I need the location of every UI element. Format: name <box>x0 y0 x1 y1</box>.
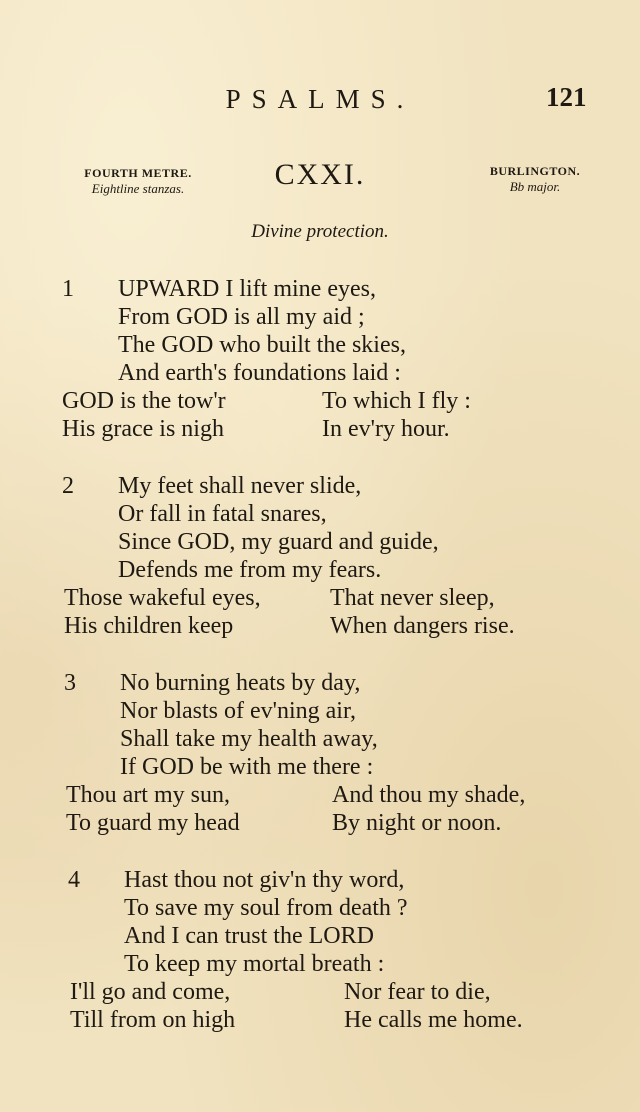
running-title: PSALMS. <box>225 84 415 114</box>
verse-line: To keep my mortal breath : <box>124 951 385 977</box>
couplet-left: Those wakeful eyes, <box>64 585 261 611</box>
verse-line: Nor blasts of ev'ning air, <box>120 698 356 724</box>
metre-detail: Eightline stanzas. <box>91 181 185 196</box>
couplet-left: Till from on high <box>70 1007 236 1033</box>
verse-line: And I can trust the LORD <box>124 923 374 949</box>
couplet-right: When dangers rise. <box>330 613 515 639</box>
couplet-left: His grace is nigh <box>62 416 224 442</box>
stanza-number: 1 <box>62 276 74 302</box>
verse-line: UPWARD I lift mine eyes, <box>118 276 376 302</box>
verse-line: From GOD is all my aid ; <box>118 304 365 330</box>
page-number: 121 <box>546 82 587 112</box>
psalm-number: CXXI. <box>274 158 366 191</box>
couplet-right: By night or noon. <box>332 810 502 836</box>
psalm-subtitle: Divine protection. <box>251 221 389 242</box>
couplet-left: To guard my head <box>66 810 240 836</box>
verse-line: Or fall in fatal snares, <box>118 501 327 527</box>
verse-line: The GOD who built the skies, <box>118 332 406 358</box>
tune-block <box>470 164 600 194</box>
tune-key: Bb major. <box>509 179 561 194</box>
verse-line: If GOD be with me there : <box>120 754 374 780</box>
verse-line: To save my soul from death ? <box>124 895 408 921</box>
couplet-right: To which I fly : <box>322 388 471 414</box>
couplet-right: That never sleep, <box>330 585 495 611</box>
stanza-number: 3 <box>64 670 76 696</box>
stanza-number: 2 <box>62 473 74 499</box>
tune-name: BURLINGTON. <box>489 164 581 178</box>
couplet-right: Nor fear to die, <box>344 979 491 1005</box>
verse-line: Since GOD, my guard and guide, <box>118 529 439 555</box>
couplet-left: His children keep <box>64 613 234 639</box>
verse-line: Defends me from my fears. <box>118 557 382 583</box>
couplet-left: Thou art my sun, <box>66 782 230 808</box>
verse-line: No burning heats by day, <box>120 670 361 696</box>
verse-line: My feet shall never slide, <box>118 473 362 499</box>
verse-line: Hast thou not giv'n thy word, <box>124 867 405 893</box>
couplet-right: In ev'ry hour. <box>322 416 450 442</box>
couplet-left: GOD is the tow'r <box>62 388 226 414</box>
verse-line: Shall take my health away, <box>120 726 378 752</box>
verse-line: And earth's foundations laid : <box>118 360 401 386</box>
couplet-right: And thou my shade, <box>332 782 526 808</box>
metre-label: FOURTH METRE. <box>84 166 192 180</box>
couplet-right: He calls me home. <box>344 1007 523 1033</box>
couplet-left: I'll go and come, <box>70 979 231 1005</box>
stanza-number: 4 <box>68 867 80 893</box>
